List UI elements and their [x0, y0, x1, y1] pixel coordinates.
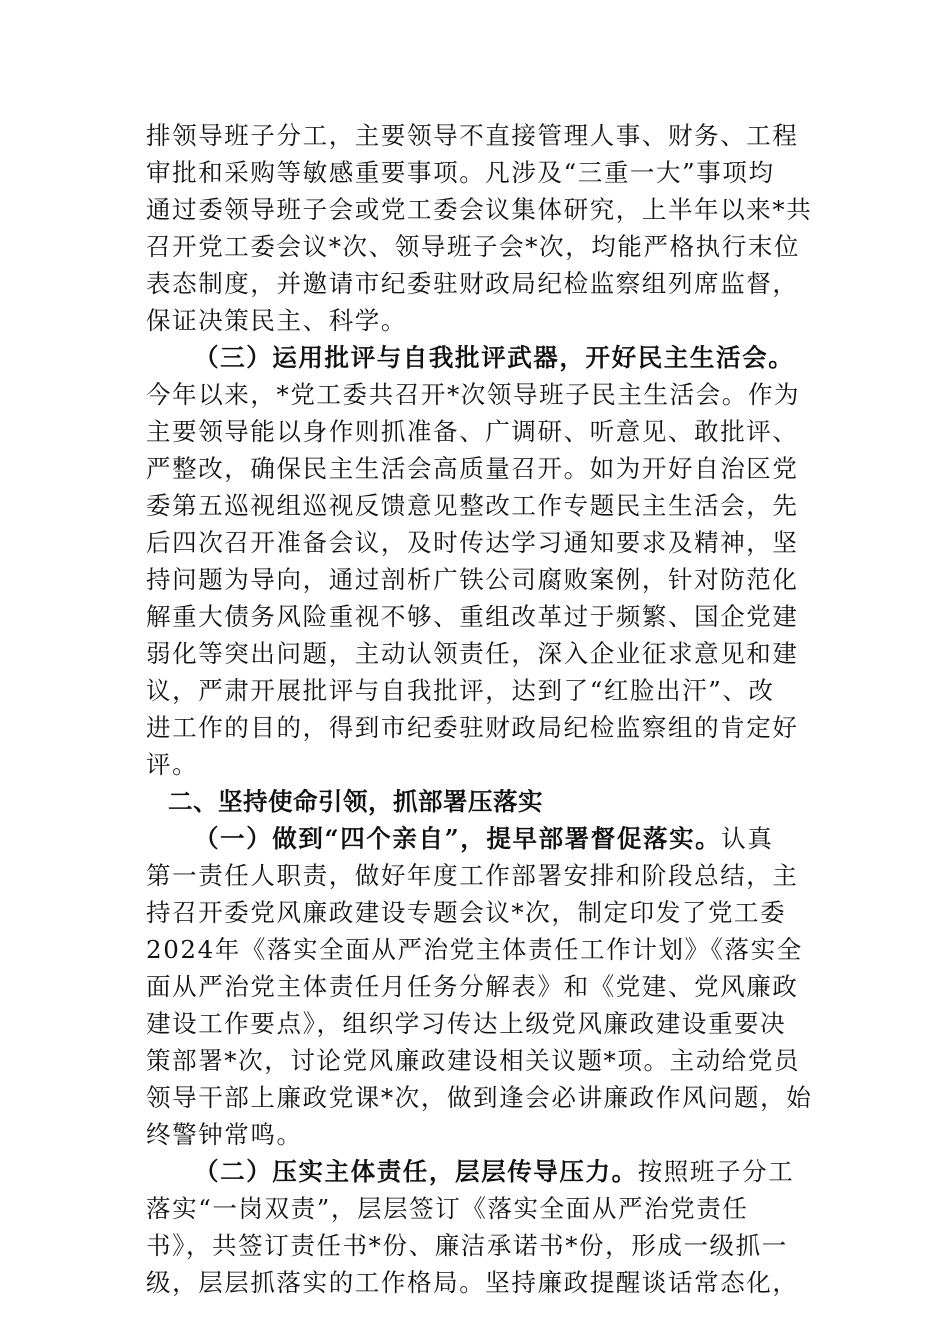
text-line: 审批和采购等敏感重要事项。凡涉及“三重一大”事项均 — [146, 158, 775, 187]
paragraph-line — [146, 1153, 808, 1190]
text-line: 持召开委党风廉政建设专题会议*次，制定印发了党工委 — [146, 898, 787, 927]
document-body — [146, 117, 813, 1301]
text-line: 后四次召开准备会议，及时传达学习通知要求及精神，坚 — [146, 528, 799, 557]
text-line: 表态制度，并邀请市纪委驻财政局纪检监察组列席监督， — [146, 269, 799, 298]
text-line: 领导干部上廉政党课*次，做到逢会必讲廉政作风问题，始 — [146, 1083, 813, 1112]
section-heading: 二、坚持使命引领，抓部署压落实 — [168, 787, 543, 816]
text-line: 委第五巡视组巡视反馈意见整改工作专题民主生活会，先 — [146, 491, 799, 520]
text-line: 排领导班子分工，主要领导不直接管理人事、财务、工程 — [146, 121, 799, 150]
text-line: 解重大债务风险重视不够、重组改革过于频繁、国企党建 — [146, 602, 799, 631]
text-line: 持问题为导向，通过剖析广铁公司腐败案例，针对防范化 — [146, 565, 799, 594]
text-line: 进工作的目的，得到市纪委驻财政局纪检监察组的肯定好 — [146, 713, 799, 742]
text-line: 落实“一岗双责”，层层签订《落实全面从严治党责任 — [146, 1194, 749, 1223]
text-line: 面从严治党主体责任月任务分解表》和《党建、党风廉政 — [146, 972, 799, 1001]
subsection-heading: （一）做到“四个亲自”，提早部署督促落实。 — [194, 824, 722, 853]
text-line: 级，层层抓落实的工作格局。坚持廉政提醒谈话常态化， — [146, 1268, 799, 1297]
text-line: 主要领导能以身作则抓准备、广调研、听意见、敢批评、 — [146, 417, 799, 446]
text-line: 保证决策民主、科学。 — [146, 306, 407, 335]
text-line: 弱化等突出问题，主动认领责任，深入企业征求意见和建 — [146, 639, 799, 668]
text-line: 建设工作要点》，组织学习传达上级党风廉政建设重要决 — [146, 1009, 787, 1038]
text-line: 第一责任人职责，做好年度工作部署安排和阶段总结，主 — [146, 861, 799, 890]
subsection-heading: （二）压实主体责任，层层传导压力。 — [194, 1157, 638, 1186]
text-line: 书》，共签订责任书*份、廉洁承诺书*份，形成一级抓一 — [146, 1231, 788, 1260]
text-line: 议，严肃开展批评与自我批评，达到了“红脸出汗”、改 — [146, 676, 775, 705]
text-line: 严整改，确保民主生活会高质量召开。如为开好自治区党 — [146, 454, 799, 483]
text-line: 2024年《落实全面从严治党主体责任工作计划》《落实全 — [146, 935, 803, 964]
subsection-heading: （三）运用批评与自我批评武器，开好民主生活会。 — [194, 343, 795, 372]
text-run: 认真 — [721, 824, 774, 853]
text-line: 策部署*次，讨论党风廉政建设相关议题*项。主动给党员 — [146, 1046, 801, 1075]
text-line: 通过委领导班子会或党工委会议集体研究，上半年以来*共 — [146, 195, 813, 224]
text-run: 按照班子分工 — [637, 1157, 795, 1186]
text-line: 召开党工委会议*次、领导班子会*次，均能严格执行末位 — [146, 232, 801, 261]
paragraph-line — [146, 820, 808, 857]
text-line: 今年以来，*党工委共召开*次领导班子民主生活会。作为 — [146, 380, 801, 409]
text-line: 终警钟常鸣。 — [146, 1120, 303, 1149]
text-line: 评。 — [146, 750, 199, 779]
